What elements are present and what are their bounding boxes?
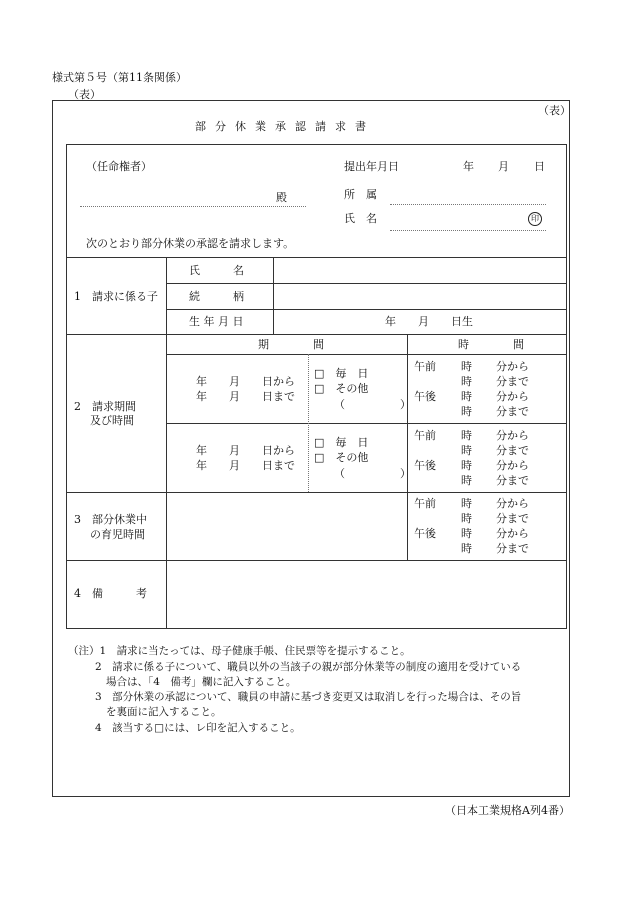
- period-a-to: 年 月 日まで: [196, 390, 295, 403]
- time-c-2-to: 分まで: [496, 512, 529, 525]
- col-line-label: [166, 257, 167, 629]
- intro-text: 次のとおり部分休業の承認を請求します。: [86, 237, 295, 250]
- time-a-2-to: 分まで: [496, 375, 529, 388]
- col-line-child: [273, 257, 274, 334]
- note-2a: 2 請求に係る子について、職員以外の当該子の親が部分休業等の制度の適用を受けている: [95, 661, 522, 673]
- note-2b: 場合は、「4 備考」欄に記入すること。: [106, 676, 297, 688]
- time-a-4-hour: 時: [461, 405, 472, 418]
- time-b-3-from: 分から: [496, 459, 529, 472]
- time-c-4-to: 分まで: [496, 542, 529, 555]
- note-3a: 3 部分休業の承認について、職員の申請に基づき変更又は取消しを行った場合は、その旨: [95, 691, 522, 703]
- time-b-am: 午前: [414, 429, 436, 442]
- time-a-am: 午前: [414, 360, 436, 373]
- time-b-2-to: 分まで: [496, 444, 529, 457]
- sec3-label-2: の育児時間: [90, 528, 145, 541]
- period-b-other[interactable]: □ その他: [314, 451, 369, 464]
- period-b-to: 年 月 日まで: [196, 459, 295, 472]
- sec4-label: 4 備 考: [74, 587, 147, 600]
- submit-date-label: 提出年月日: [344, 160, 399, 173]
- name-underline: [390, 230, 546, 231]
- time-a-1-from: 分から: [496, 360, 529, 373]
- time-b-1-from: 分から: [496, 429, 529, 442]
- col-line-time: [407, 334, 408, 560]
- time-c-1-from: 分から: [496, 497, 529, 510]
- row-line-4: [66, 334, 567, 335]
- time-b-4-to: 分まで: [496, 474, 529, 487]
- child-birth-label: 生 年 月 日: [189, 315, 244, 328]
- time-c-4-hour: 時: [461, 542, 472, 555]
- period-a-daily[interactable]: □ 毎 日: [314, 367, 369, 380]
- row-line-8: [66, 560, 567, 561]
- dono-label: 殿: [276, 191, 287, 204]
- row-line-6: [166, 423, 567, 424]
- sec1-label: 1 請求に係る子: [74, 290, 158, 303]
- time-c-2-hour: 時: [461, 512, 472, 525]
- time-c-pm: 午後: [414, 527, 436, 540]
- seal-mark: 印: [528, 212, 542, 226]
- name-label: 氏 名: [344, 212, 377, 225]
- form-number: 様式第５号（第11条関係）: [52, 71, 187, 84]
- side-label-frame: （表）: [538, 104, 571, 117]
- time-c-3-from: 分から: [496, 527, 529, 540]
- time-b-4-hour: 時: [461, 474, 472, 487]
- time-a-1-hour: 時: [461, 360, 472, 373]
- time-b-2-hour: 時: [461, 444, 472, 457]
- authority-label: （任命権者）: [86, 160, 152, 173]
- time-a-pm: 午後: [414, 390, 436, 403]
- child-name-label: 氏 名: [189, 264, 244, 277]
- note-4: 4 該当する□には、レ印を記入すること。: [95, 722, 301, 734]
- child-relation-label: 続 柄: [189, 290, 244, 303]
- note-3b: を裏面に記入すること。: [106, 706, 222, 718]
- time-header: 時 間: [458, 338, 524, 351]
- time-a-3-from: 分から: [496, 390, 529, 403]
- dept-label: 所 属: [344, 188, 377, 201]
- time-b-1-hour: 時: [461, 429, 472, 442]
- time-b-pm: 午後: [414, 459, 436, 472]
- authority-underline: [80, 206, 306, 207]
- time-a-2-hour: 時: [461, 375, 472, 388]
- row-line-7: [66, 492, 567, 493]
- time-c-3-hour: 時: [461, 527, 472, 540]
- time-b-3-hour: 時: [461, 459, 472, 472]
- period-b-paren: （ ）: [334, 467, 411, 480]
- sec2-label-1: 2 請求期間: [74, 400, 136, 413]
- period-a-from: 年 月 日から: [196, 375, 295, 388]
- period-b-from: 年 月 日から: [196, 444, 295, 457]
- col-line-dotted: [308, 354, 309, 492]
- submit-year: 年: [463, 160, 474, 173]
- period-b-daily[interactable]: □ 毎 日: [314, 436, 369, 449]
- note-1: （注）1 請求に当たっては、母子健康手帳、住民票等を提示すること。: [68, 645, 411, 657]
- side-label-top: （表）: [68, 88, 101, 101]
- sec3-label-1: 3 部分休業中: [74, 513, 147, 526]
- row-line-3: [166, 309, 567, 310]
- time-c-1-hour: 時: [461, 497, 472, 510]
- period-header: 期 間: [258, 338, 324, 351]
- time-a-4-to: 分まで: [496, 405, 529, 418]
- row-line-2: [166, 283, 567, 284]
- sec2-label-2: 及び時間: [90, 414, 134, 427]
- footer-spec: （日本工業規格A列4番）: [445, 804, 570, 817]
- period-a-paren: （ ）: [334, 398, 411, 411]
- form-title: 部分休業承認請求書: [195, 120, 375, 133]
- time-c-am: 午前: [414, 497, 436, 510]
- time-a-3-hour: 時: [461, 390, 472, 403]
- row-line-5: [166, 354, 567, 355]
- child-birth-value: 年 月 日生: [385, 315, 473, 328]
- row-line-1: [66, 257, 567, 258]
- submit-day: 日: [534, 160, 545, 173]
- dept-underline: [390, 204, 546, 205]
- submit-month: 月: [498, 160, 509, 173]
- period-a-other[interactable]: □ その他: [314, 382, 369, 395]
